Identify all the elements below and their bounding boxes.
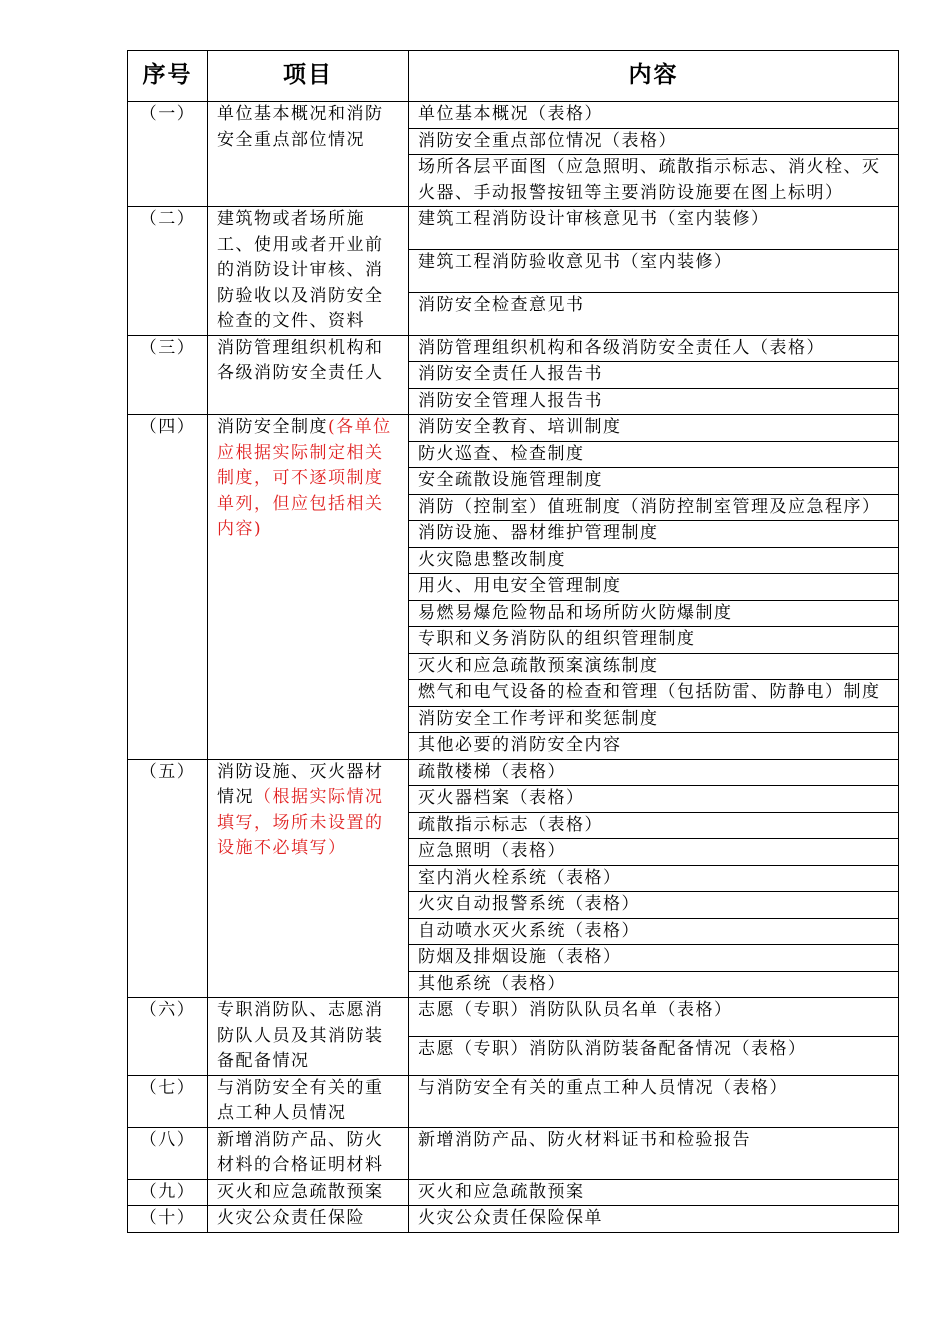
content-cell: 防烟及排烟设施（表格） [409, 945, 899, 972]
section-item-label: 灭火和应急疏散预案 [217, 1181, 384, 1202]
content-cell: 灭火和应急疏散预案 [409, 1179, 899, 1206]
section-item-note: (各单位应根据实际制定相关制度，可不逐项制度单列，但应包括相关内容) [217, 417, 392, 539]
table-row [128, 207, 899, 250]
section-seq: （一） [128, 102, 208, 207]
header-item: 项目 [208, 51, 409, 102]
section-item-note: （根据实际情况填写，场所未设置的设施不必填写） [217, 787, 384, 858]
content-cell: 用火、用电安全管理制度 [409, 574, 899, 601]
table-row [128, 1127, 899, 1179]
section-item [208, 102, 409, 207]
section-item-label: 消防管理组织机构和各级消防安全责任人 [217, 337, 384, 383]
content-cell: 消防安全责任人报告书 [409, 362, 899, 389]
table-row [128, 335, 899, 362]
section-item [208, 207, 409, 336]
section-seq: （二） [128, 207, 208, 336]
content-cell: 灭火和应急疏散预案演练制度 [409, 653, 899, 680]
section-item [208, 998, 409, 1076]
content-cell: 室内消火栓系统（表格） [409, 865, 899, 892]
section-item-label: 新增消防产品、防火材料的合格证明材料 [217, 1129, 384, 1175]
content-cell: 安全疏散设施管理制度 [409, 468, 899, 495]
section-item [208, 415, 409, 760]
section-seq: （六） [128, 998, 208, 1076]
section-item-label: 消防设施、灭火器材情况 [217, 761, 384, 807]
content-cell: 易燃易爆危险物品和场所防火防爆制度 [409, 600, 899, 627]
content-cell: 消防（控制室）值班制度（消防控制室管理及应急程序） [409, 494, 899, 521]
fire-safety-file-table [127, 50, 899, 1233]
content-cell: 自动喷水灭火系统（表格） [409, 918, 899, 945]
section-item-label: 建筑物或者场所施工、使用或者开业前的消防设计审核、消防验收以及消防安全检查的文件、资料 [217, 209, 384, 331]
content-cell: 与消防安全有关的重点工种人员情况（表格） [409, 1075, 899, 1127]
header-content: 内容 [409, 51, 899, 102]
header-seq: 序号 [128, 51, 208, 102]
table-row [128, 1179, 899, 1206]
section-item [208, 335, 409, 415]
content-cell: 消防安全教育、培训制度 [409, 415, 899, 442]
content-cell: 火灾自动报警系统（表格） [409, 892, 899, 919]
content-cell: 灭火器档案（表格） [409, 786, 899, 813]
content-cell: 专职和义务消防队的组织管理制度 [409, 627, 899, 654]
content-cell: 消防安全管理人报告书 [409, 388, 899, 415]
section-item [208, 759, 409, 998]
section-item-label: 单位基本概况和消防安全重点部位情况 [217, 104, 384, 150]
table-body [128, 102, 899, 1233]
content-cell: 消防设施、器材维护管理制度 [409, 521, 899, 548]
section-seq: （五） [128, 759, 208, 998]
table-header-row [128, 51, 899, 102]
section-seq: （三） [128, 335, 208, 415]
content-cell: 场所各层平面图（应急照明、疏散指示标志、消火栓、灭火器、手动报警按钮等主要消防设施要在图上标明） [409, 155, 899, 207]
table-row [128, 759, 899, 786]
content-cell: 消防安全重点部位情况（表格） [409, 128, 899, 155]
section-seq: （九） [128, 1179, 208, 1206]
section-seq: （四） [128, 415, 208, 760]
content-cell: 火灾隐患整改制度 [409, 547, 899, 574]
table-row [128, 1075, 899, 1127]
section-item [208, 1075, 409, 1127]
section-item [208, 1127, 409, 1179]
content-cell: 应急照明（表格） [409, 839, 899, 866]
section-seq: （十） [128, 1206, 208, 1233]
content-cell: 疏散楼梯（表格） [409, 759, 899, 786]
section-item [208, 1206, 409, 1233]
content-cell: 消防管理组织机构和各级消防安全责任人（表格） [409, 335, 899, 362]
content-cell: 消防安全工作考评和奖惩制度 [409, 706, 899, 733]
section-item-label: 专职消防队、志愿消防队人员及其消防装备配备情况 [217, 1000, 384, 1071]
content-cell: 新增消防产品、防火材料证书和检验报告 [409, 1127, 899, 1179]
section-item-label: 火灾公众责任保险 [217, 1208, 365, 1228]
content-cell: 其他必要的消防安全内容 [409, 733, 899, 760]
content-cell: 其他系统（表格） [409, 971, 899, 998]
content-cell: 志愿（专职）消防队队员名单（表格） [409, 998, 899, 1037]
content-cell: 消防安全检查意见书 [409, 292, 899, 335]
content-cell: 志愿（专职）消防队消防装备配备情况（表格） [409, 1036, 899, 1075]
table-row [128, 415, 899, 442]
content-cell: 单位基本概况（表格） [409, 102, 899, 129]
content-cell: 疏散指示标志（表格） [409, 812, 899, 839]
content-cell: 防火巡查、检查制度 [409, 441, 899, 468]
table-row [128, 102, 899, 129]
section-item-label: 消防安全制度 [217, 417, 328, 437]
table-row [128, 1206, 899, 1233]
section-item-label: 与消防安全有关的重点工种人员情况 [217, 1077, 384, 1123]
content-cell: 燃气和电气设备的检查和管理（包括防雷、防静电）制度 [409, 680, 899, 707]
content-cell: 建筑工程消防验收意见书（室内装修） [409, 249, 899, 292]
section-seq: （八） [128, 1127, 208, 1179]
content-cell: 火灾公众责任保险保单 [409, 1206, 899, 1233]
section-item [208, 1179, 409, 1206]
table-row [128, 998, 899, 1037]
section-seq: （七） [128, 1075, 208, 1127]
content-cell: 建筑工程消防设计审核意见书（室内装修） [409, 207, 899, 250]
